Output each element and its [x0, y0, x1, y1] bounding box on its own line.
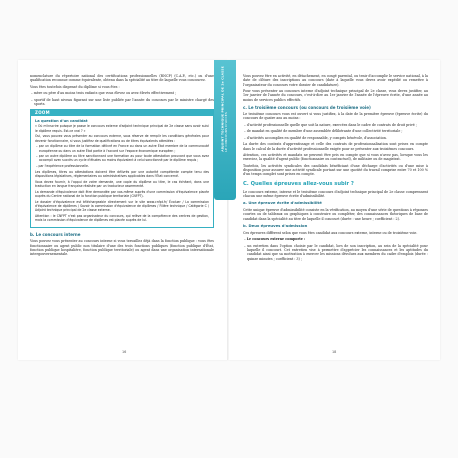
- zoom-bullet-3: – par l'expérience professionnelle.: [35, 164, 209, 168]
- section-b-heading: b. Le concours interne: [30, 232, 81, 238]
- right-page-number: 18: [332, 350, 337, 354]
- sub-a-heading: a. Une épreuve écrite d'admissibilité: [243, 200, 322, 206]
- zoom-box: [30, 109, 214, 228]
- zoom-paragraph-4: Le dossier d'équivalence est téléchargeable directement sur le site www.cnfpt.fr/ Évoluer / La commission d'équivalence de diplômes / Savoir la commission d'équivalence de diplômes / Filière technique / Catégorie C / Adjoint technique principal de 2e classe externe.: [35, 200, 209, 213]
- section-b-text: Vous pouvez vous présenter au concours interne si vous travaillez déjà dans la fonction publique : vous êtes fonctionnaire ou agent public non titulaire d'une des trois fonctions publiques (fonction publique d'État, fonction publique hospitalière, fonction publique territoriale) ou agent dans une organisation internationale intergouvernementale.: [30, 239, 214, 257]
- zoom-label: ZOOM: [31, 110, 213, 116]
- section-c-bullet-2: – de mandat en qualité de membre d'une assemblée délibérante d'une collectivité territoriale ;: [243, 129, 428, 133]
- sub-b-heading: b. Deux épreuves d'admission: [243, 222, 308, 228]
- zoom-bullet-2: – par un autre diplôme ou titre sanctionnant une formation au pour toute attestation prouvant que vous avez accompli avec succès un cycle d'études au moins équivalent à celui sanctionné par le diplôme requis ;: [35, 154, 209, 162]
- right-page: [229, 60, 440, 360]
- zoom-paragraph-5: Attention : le CNFPT n'est pas organisateur du concours, qui relève de la compétence des centres de gestion, mais la commission d'équivalence de diplômes est placée auprès de lui.: [35, 214, 209, 223]
- zoom-paragraph-2: Vous devez fournir, à l'appui de votre demande, une copie du diplôme ou titre, le cas échéant, dans une traduction en langue française réalisée par un traducteur assermenté.: [35, 180, 209, 189]
- left-page-number: 16: [122, 350, 127, 354]
- zoom-paragraph-3: La demande d'équivalence doit être demandée par vos-même auprès d'une commission d'équivalence placée auprès du Centre national de la fonction publique territoriale (CNFPT).: [35, 190, 209, 199]
- right-page-content: [243, 74, 428, 340]
- left-page: [18, 60, 228, 360]
- zoom-title: La question d'un candidat: [35, 119, 88, 124]
- sub-b-text: Ces épreuves diffèrent selon que vous êtes candidat aux concours externe, interne ou de troisième voie.: [243, 230, 418, 235]
- section-c-paragraph-1: La durée des contrats d'apprentissage et celle des contrats de professionnalisation sont prises en compte dans le calcul de la durée d'activité professionnelle exigée pour se présenter aux troisièmes concours.: [243, 142, 428, 151]
- intro-paragraph-2: Vous êtes toutefois dispensé du diplôme si vous êtes :: [30, 84, 120, 89]
- sub-b-bullet-text: – un entretien dans l'option choisie par le candidat, lors de son inscription, au sein de la spécialité pour laquelle il concourt. Cet entretien vise à permettre d'apprécier les connaissances et les aptitudes du candidat ainsi que sa motivation à exercer les missions dévolues aux membres du cadre d'emplois (durée : quinze minutes ; coefficient : 3) ;: [243, 244, 428, 261]
- sub-b-bullet-label-text: Le concours externe comporte :: [246, 237, 306, 242]
- intro-bullet-1: – mère ou père d'au moins trois enfants que vous élevez ou avez élevés effectivement ;: [30, 91, 214, 95]
- zoom-answer-intro: Oui, vous pouvez vous présenter au concours externe, sous réserve de remplir les conditions générales pour devenir fonctionnaire, si vous justifiez de qualifications ou de titres équivalents attestées :: [35, 134, 209, 143]
- chapter-tab-text: [221, 66, 228, 152]
- sub-a-text: Cette unique épreuve d'admissibilité consiste en la vérification, au moyen d'une série de questions à réponses courtes ou de tableaux ou graphiques à construire ou compléter, des connaissances théoriques de base de candidat dans la spécialité au titre de laquelle il concourt (durée : une heure ; coefficient : 2).: [243, 208, 428, 221]
- chapter-tab-line-1: ADJOINT TECHNIQUE PRINCIPAL DE 2e CLASSE: [220, 66, 225, 152]
- section-c-heading: c. Le troisième concours (ou concours de troisième voie): [243, 104, 371, 110]
- section-epreuves-text: Le concours externe, interne et le troisième concours d'adjoint technique principal de 2e classe comprennent chacun une même épreuve écrite d'admissibilité.: [243, 189, 428, 198]
- intro-paragraph-1: nomenclature du répertoire national des certifications professionnelles (RNCP) (C.A.P., etc.) ou d'une qualification reconnue comme équivalente, obtenu dans la spécialité au titre de laquelle vous concourez.: [30, 74, 214, 83]
- zoom-question: « Où m'inscrire puisque je passe le concours externe d'adjoint technique principal de 2e classe sans avoir suivi le diplôme requis. Est-ce vrai ? »: [35, 124, 209, 133]
- right-top-paragraph-1: Vous pouvez être en activité, en détachement, en congé parental, ou tenir d'accomplir le service national, à la date de clôture des inscriptions au concours (date à laquelle vous devez avoir expédié ou remettre à l'organisateur du concours votre dossier de candidature).: [243, 74, 428, 87]
- left-page-content: [30, 74, 214, 340]
- chapter-tab: [214, 60, 236, 200]
- sub-b-bullet-label: [243, 237, 428, 241]
- right-top-paragraph-2: Pour vous présenter au concours interne d'adjoint technique principal de 2e classe, vous devez justifier, au 1er janvier de l'année du concours, c'est-à-dire au 1er janvier de l'année de l'épreuve écrite, d'une année au moins de services publics effectifs.: [243, 89, 428, 102]
- intro-bullet-2: – sportif de haut niveau figurant sur une liste publiée par l'année du concours par le ministre chargé des sports.: [30, 98, 214, 107]
- chapter-tab-line-2: LE CONCOURS D'ACCÈS: [224, 112, 228, 152]
- zoom-bullet-1: – par un diplôme ou titre de la formation délivré en France ou dans un autre État membre de la communauté européenne ou dans un autre État partie à l'accord sur l'espace économique européen ;: [35, 144, 209, 152]
- zoom-body: [31, 116, 213, 227]
- section-c-paragraph-3: Toutefois, les activités syndicales des candidats bénéficiant d'une décharge d'activités ou d'une mise à disposition pour assurer une activité syndicale portant sur une quotité du travail comprise entre 70 et 100 % d'un temps complet sont prises en compte.: [243, 163, 428, 177]
- zoom-paragraph-1: Les diplômes, titres ou attestations doivent être délivrés par une autorité compétente compte tenu des dispositions législatives, réglementaires ou administratives applicables dans l'État concerné.: [35, 170, 209, 179]
- section-c-intro: Le troisième concours vous est ouvert si vous justifiez, à la date de la première épreuve (épreuve écrite) du concours de quatre ans au moins :: [243, 111, 428, 121]
- section-c-paragraph-2: Attention, ces activités et mandats ne peuvent être pris en compte que si vous n'avez pas, lorsque vous les exerciez, la qualité d'agent public (fonctionnaire ou contractuel), de militaire ou de magistrat.: [243, 152, 428, 162]
- section-c-bullet-1: – d'activité professionnelle quelle que soit la nature, exercées dans le cadre de contrats de droit privé ;: [243, 123, 428, 127]
- section-c-bullet-3: – d'activités accomplies en qualité de responsable, y compris bénévole, d'association.: [243, 136, 428, 140]
- section-epreuves-heading: C. Quelles épreuves allez-vous subir ?: [243, 180, 354, 187]
